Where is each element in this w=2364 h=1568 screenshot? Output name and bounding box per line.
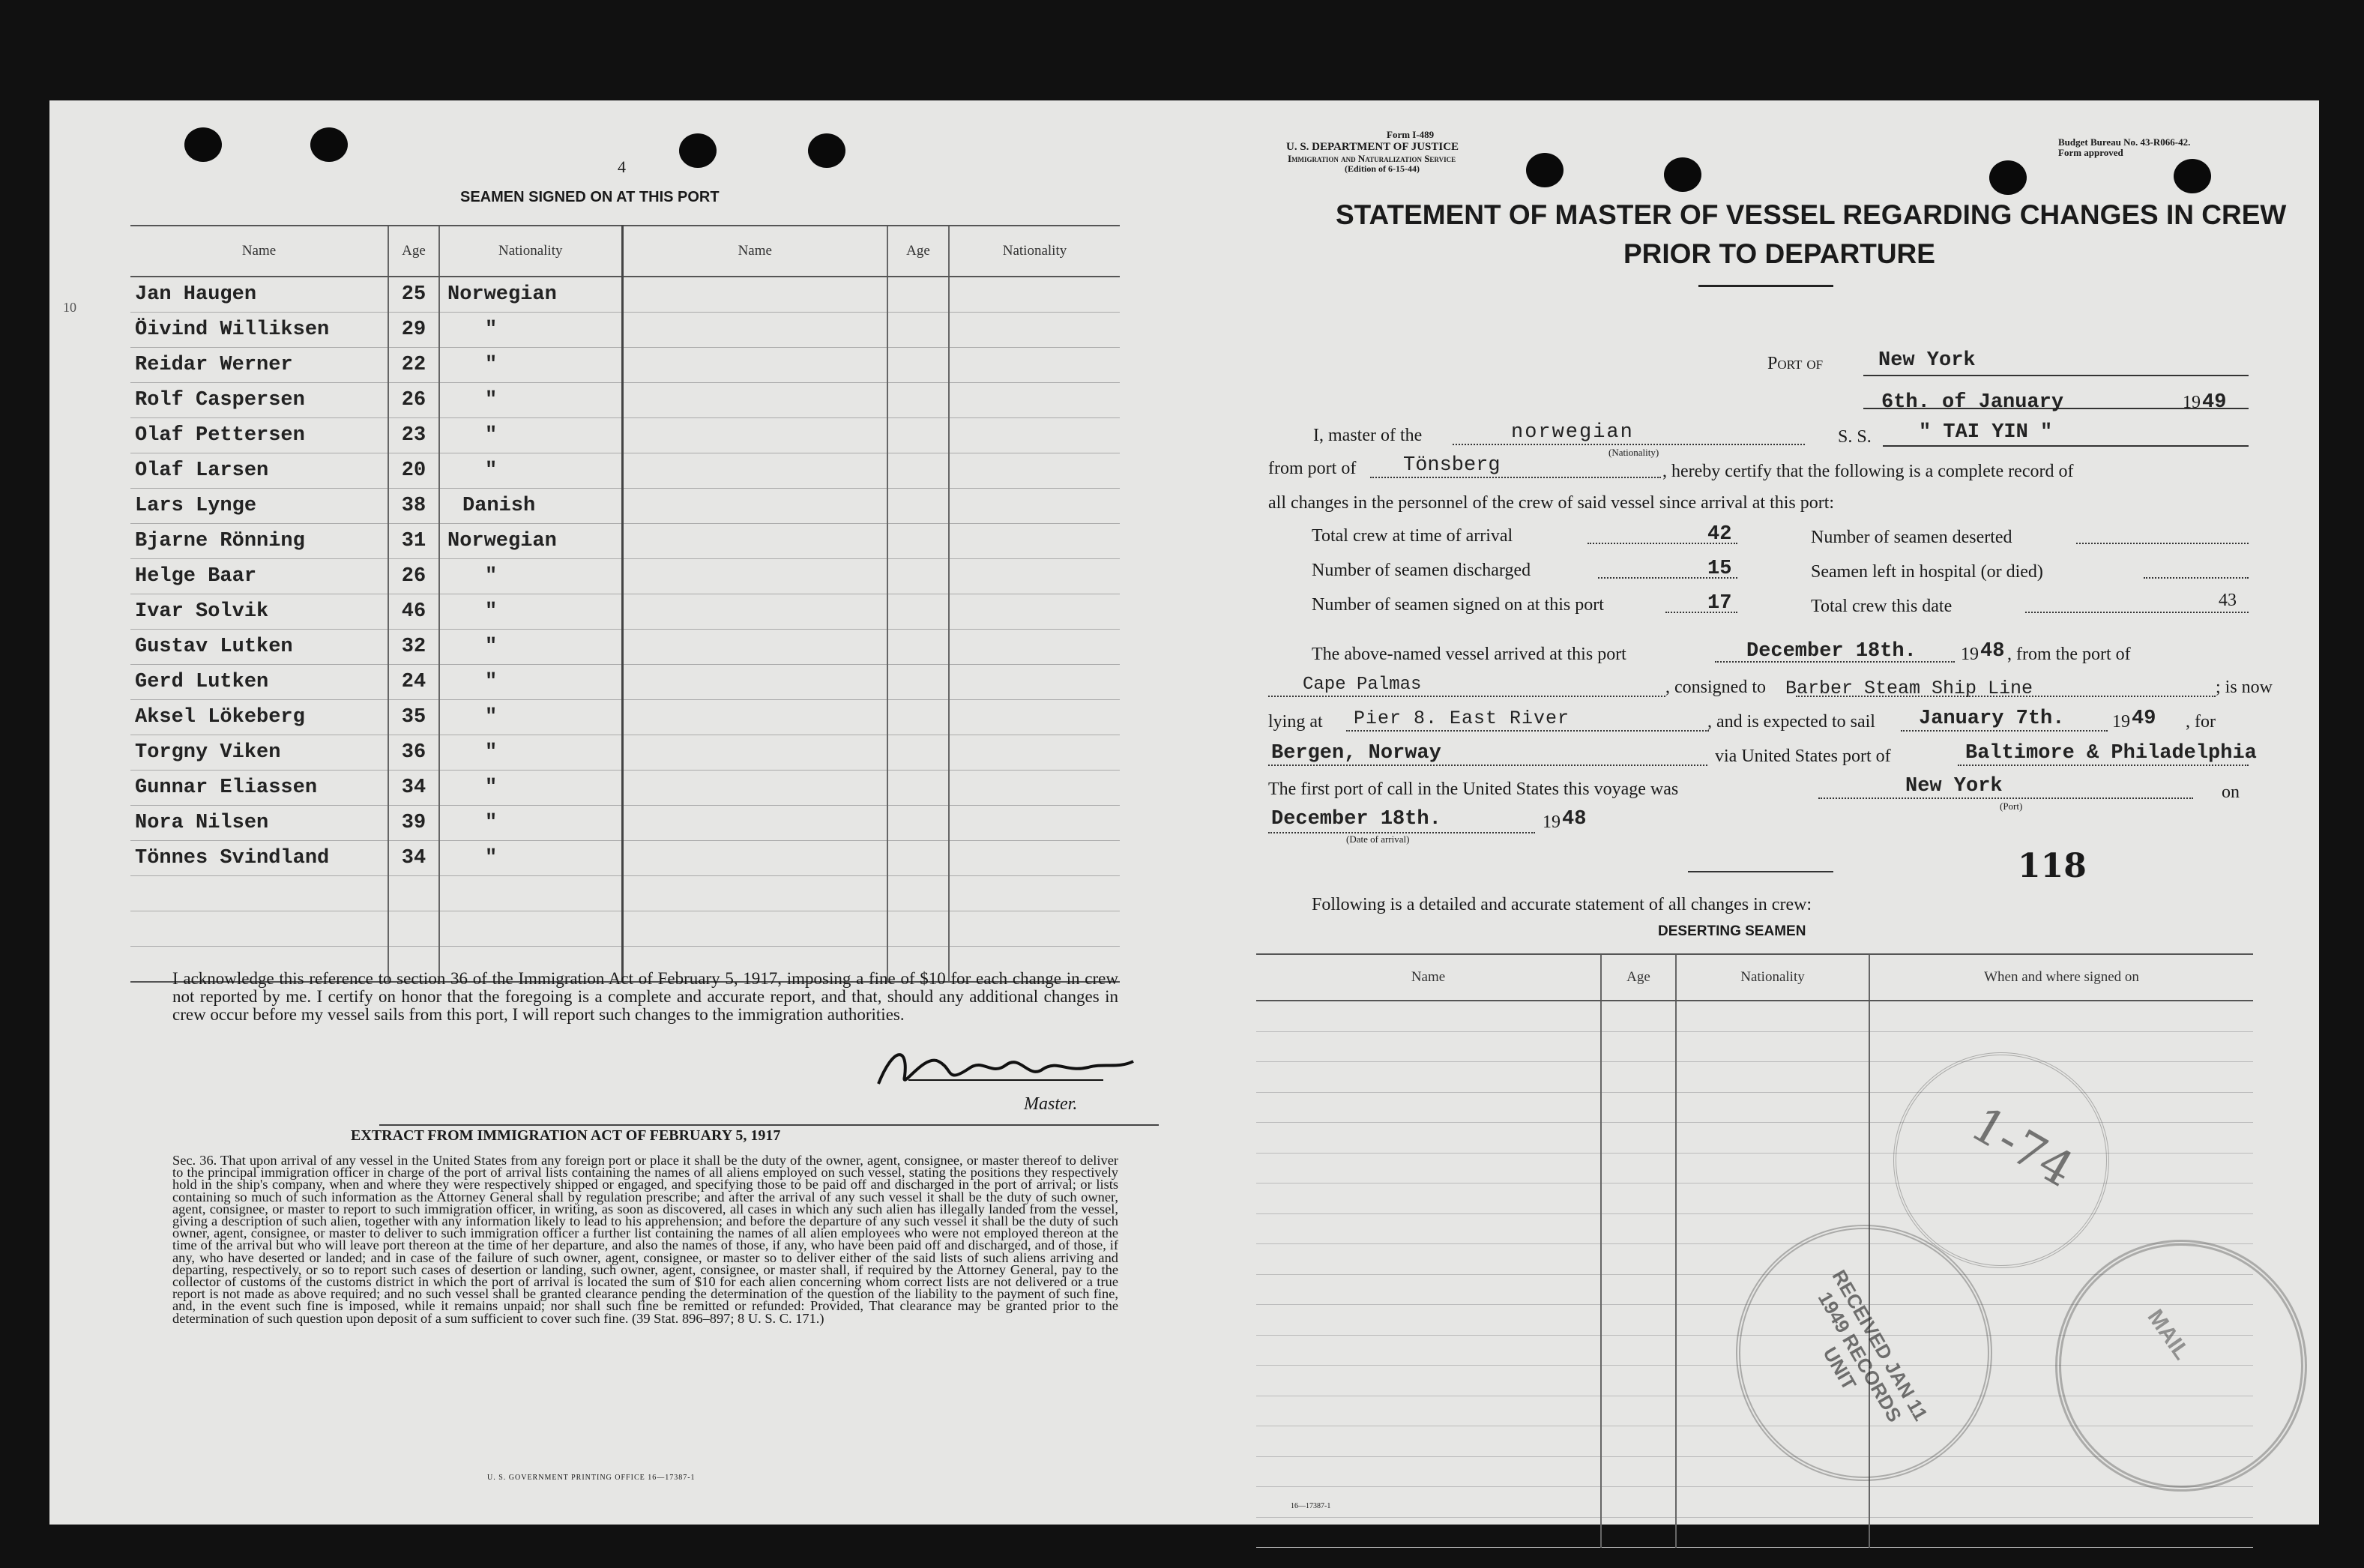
table-cell xyxy=(1676,1183,1869,1214)
first-arrival-date: December 18th. xyxy=(1271,808,1441,830)
consignee: Barber Steam Ship Line xyxy=(1785,678,2033,699)
expected-label: , and is expected to sail xyxy=(1707,712,1875,732)
crew-name: Tönnes Svindland xyxy=(130,841,388,876)
crew-age: 23 xyxy=(388,418,439,453)
crew-nationality: " xyxy=(439,841,622,876)
table-row xyxy=(130,348,1120,383)
left-page-title: SEAMEN SIGNED ON AT THIS PORT xyxy=(460,189,720,205)
from-port-label: from port of xyxy=(1268,459,1357,478)
crew-nationality: " xyxy=(439,453,622,489)
crew-age: 32 xyxy=(388,630,439,665)
punch-hole xyxy=(808,133,845,168)
table-row xyxy=(130,524,1120,559)
port-caption: (Port) xyxy=(2000,800,2023,812)
table-cell xyxy=(1601,1396,1676,1426)
column-header-nationality: Nationality xyxy=(439,226,622,277)
table-cell xyxy=(1256,1213,1601,1244)
crew-nationality: " xyxy=(439,559,622,594)
divider xyxy=(1688,871,1833,872)
arrival-date: December 18th. xyxy=(1746,640,1917,663)
table-cell xyxy=(1256,1366,1601,1396)
underline xyxy=(1883,445,2249,447)
table-cell xyxy=(1601,1123,1676,1154)
now-label: ; is now xyxy=(2216,678,2273,697)
edition: (Edition of 6-15-44) xyxy=(1345,163,1420,174)
crew-nationality: " xyxy=(439,806,622,841)
table-cell xyxy=(1601,1183,1676,1214)
table-row xyxy=(1256,1001,2253,1031)
table-cell xyxy=(1601,1487,1676,1518)
extract-text: Sec. 36. That upon arrival of any vessel in the United States from any foreign port or place it shall be the duty of the owner, agent, consignee, or master thereof to deliver to the principal immigration officer in charge of the port of arrival lists containing the names of all aliens employed on such vessel, stating the positions they respectively hold in the ship's company, when and where they were respectively shipped or engaged, and specifying those to be paid off and discharged in the port of arrival; or lists containing so much of such information as the Attorney General shall by regulation prescribe; and after the arrival of any such vessel it shall be the duty of such owner, agent, consignee, or master to report to such immigration officer, in writing, as soon as discovered, all cases in which any such alien has illegally landed from the vessel, giving a description of such alien, together with any information likely to lead to his apprehension; and before the departure of any such vessel it shall be the duty of such owner, agent, consignee, or master to deliver to such immigration officer a further list containing the names of all alien employees who were not employed thereon at the time of the arrival but who will leave port thereon at the time of her departure, and also the names of those, if any, who have been paid off and discharged, and of those, if any, who have deserted or landed; and in case of the failure of such owner, agent, consignee, or master so to deliver either of the said lists of such aliens arriving and departing, respectively, or so to report such cases of desertion or landing, such owner, agent, consignee, or master shall, if required by the Attorney General, pay to the collector of customs of the customs district in which the port of arrival is located the sum of $10 for each alien concerning whom correct lists are not delivered or a true report is not made as above required; and no such vessel shall be granted clearance pending the determination of the question of the liability to the payment of such fine, and, in the event such fine is imposed, while it remains unpaid; nor shall such fine be remitted or refunded: Provided, That clearance may be granted prior to the determination of such question upon deposit of a sum sufficient to cover such fine. (39 Stat. 896–897; 8 U. S. C. 171.) xyxy=(172,1153,1118,1326)
table-cell xyxy=(1601,1426,1676,1457)
seamen-signed-on-table xyxy=(130,225,1120,983)
table-row xyxy=(130,700,1120,735)
date-caption: (Date of arrival) xyxy=(1346,833,1410,845)
table-row xyxy=(130,876,1120,911)
discharged-value: 15 xyxy=(1707,558,1732,580)
column-header-signed-on: When and where signed on xyxy=(1869,954,2253,1001)
leader-dots xyxy=(2076,543,2249,544)
table-row xyxy=(1256,1092,2253,1123)
table-row xyxy=(130,313,1120,348)
date-year-prefix: 19 xyxy=(2183,393,2201,412)
crew-age: 25 xyxy=(388,277,439,313)
date-year-suffix: 49 xyxy=(2202,391,2227,414)
handwritten-mark: 1-74 xyxy=(1962,1097,2083,1198)
crew-nationality: Norwegian xyxy=(439,524,622,559)
table-cell xyxy=(1256,1001,1601,1031)
signed-on-value: 17 xyxy=(1707,592,1732,615)
table-row xyxy=(130,383,1120,418)
underline xyxy=(1818,797,2193,799)
table-cell xyxy=(1256,1517,1601,1548)
table-row xyxy=(130,559,1120,594)
punch-hole xyxy=(1526,153,1564,187)
certify-text: , hereby certify that the following is a complete record of xyxy=(1662,462,2074,481)
master-signature xyxy=(863,1039,1148,1099)
arrival-year-suffix: 48 xyxy=(1980,640,2005,663)
leader-dots xyxy=(2025,612,2249,613)
nationality-caption: (Nationality) xyxy=(1608,447,1659,458)
crew-name: Torgny Viken xyxy=(130,735,388,771)
table-cell xyxy=(1256,1274,1601,1305)
sail-date: January 7th. xyxy=(1919,708,2065,730)
via-ports: Baltimore & Philadelphia xyxy=(1965,742,2257,765)
received-stamp-text: RECEIVED JAN 11 1949 RECORDS UNIT xyxy=(1813,1266,1932,1426)
table-row xyxy=(130,841,1120,876)
printer-line: U. S. GOVERNMENT PRINTING OFFICE 16—17387-1 xyxy=(487,1474,696,1482)
table-cell xyxy=(1601,1305,1676,1336)
master-label: I, master of the xyxy=(1313,426,1423,445)
table-row xyxy=(1256,1213,2253,1244)
table-cell xyxy=(1601,1274,1676,1305)
signed-on-label: Number of seamen signed on at this port xyxy=(1312,595,1604,615)
crew-name: Ivar Solvik xyxy=(130,594,388,630)
total-crew-date-value: 43 xyxy=(2219,591,2237,610)
crew-age: 46 xyxy=(388,594,439,630)
form-title: STATEMENT OF MASTER OF VESSEL REGARDING CHANGES IN CREW xyxy=(1336,199,2287,230)
table-cell xyxy=(1601,1092,1676,1123)
first-arrival-year-prefix: 19 xyxy=(1543,812,1561,832)
crew-age: 34 xyxy=(388,841,439,876)
following-text: Following is a detailed and accurate statement of all changes in crew: xyxy=(1312,895,1812,914)
right-printer-line: 16—17387-1 xyxy=(1291,1502,1331,1510)
arrival-year-prefix: 19 xyxy=(1961,645,1979,664)
deserting-title: DESERTING SEAMEN xyxy=(1658,923,1806,939)
crew-name: Öivind Williksen xyxy=(130,313,388,348)
crew-age: 36 xyxy=(388,735,439,771)
table-row xyxy=(130,735,1120,771)
first-arrival-year-suffix: 48 xyxy=(1562,808,1587,830)
changes-text: all changes in the personnel of the crew of said vessel since arrival at this port: xyxy=(1268,493,1835,513)
table-row xyxy=(130,277,1120,313)
underline xyxy=(1863,375,2249,376)
file-number: 118 xyxy=(2018,847,2087,885)
table-cell xyxy=(1601,1517,1676,1548)
crew-age: 26 xyxy=(388,383,439,418)
crew-age: 31 xyxy=(388,524,439,559)
table-row xyxy=(130,418,1120,453)
on-label: on xyxy=(2222,783,2240,802)
crew-age: 35 xyxy=(388,700,439,735)
column-header-name: Name xyxy=(130,226,388,277)
table-cell xyxy=(1256,1123,1601,1154)
table-cell xyxy=(1601,1153,1676,1183)
crew-nationality: " xyxy=(439,348,622,383)
crew-name: Olaf Larsen xyxy=(130,453,388,489)
table-row xyxy=(130,630,1120,665)
crew-name: Bjarne Rönning xyxy=(130,524,388,559)
underline xyxy=(1268,696,1665,697)
crew-age: 38 xyxy=(388,489,439,524)
table-cell xyxy=(1869,1031,2253,1062)
ss-label: S. S. xyxy=(1838,427,1872,447)
table-row xyxy=(130,594,1120,630)
crew-name: Jan Haugen xyxy=(130,277,388,313)
underline xyxy=(1958,765,2249,766)
column-header-nationality: Nationality xyxy=(949,226,1120,277)
discharged-label: Number of seamen discharged xyxy=(1312,561,1531,580)
crew-age: 24 xyxy=(388,665,439,700)
table-cell xyxy=(1601,1031,1676,1062)
underline xyxy=(1370,477,1661,478)
table-cell xyxy=(1256,1153,1601,1183)
crew-age: 26 xyxy=(388,559,439,594)
page-number: 4 xyxy=(618,157,626,176)
column-header-age: Age xyxy=(388,226,439,277)
sail-year-prefix: 19 xyxy=(2112,712,2130,732)
hospital-label: Seamen left in hospital (or died) xyxy=(1811,562,2043,582)
first-port: New York xyxy=(1905,775,2003,797)
for-label: , for xyxy=(2186,712,2216,732)
crew-age: 34 xyxy=(388,771,439,806)
crew-name: Gustav Lutken xyxy=(130,630,388,665)
table-cell xyxy=(1601,1335,1676,1366)
table-cell xyxy=(1601,1366,1676,1396)
from-port-of-label: , from the port of xyxy=(2007,645,2131,664)
crew-age: 20 xyxy=(388,453,439,489)
table-header-row xyxy=(130,226,1120,277)
table-cell xyxy=(1676,1123,1869,1154)
crew-nationality: " xyxy=(439,771,622,806)
crew-nationality: " xyxy=(439,313,622,348)
table-row xyxy=(130,911,1120,947)
table-row xyxy=(130,771,1120,806)
punch-hole xyxy=(1664,157,1701,192)
table-cell xyxy=(1256,1031,1601,1062)
table-cell xyxy=(1601,1001,1676,1031)
table-cell xyxy=(1869,1517,2253,1548)
column-header-nationality: Nationality xyxy=(1676,954,1869,1001)
table-cell xyxy=(1256,1183,1601,1214)
port-label: Port of xyxy=(1767,354,1824,373)
table-cell xyxy=(1601,1062,1676,1093)
crew-nationality: " xyxy=(439,418,622,453)
acknowledgement-text: I acknowledge this reference to section 36 of the Immigration Act of February 5, 1917, imposing a fine of $10 for each change in crew not reported by me. I certify on honor that the foregoing is a complete and accurate report, and that, should any additional changes in crew occur before my vessel sails from this port, I will report such changes to the immigration authorities. xyxy=(172,969,1118,1024)
crew-name: Gerd Lutken xyxy=(130,665,388,700)
table-row xyxy=(130,806,1120,841)
total-crew-date-label: Total crew this date xyxy=(1811,597,1953,616)
crew-name: Helge Baar xyxy=(130,559,388,594)
table-cell xyxy=(1869,1487,2253,1518)
destination: Bergen, Norway xyxy=(1271,742,1441,765)
table-row xyxy=(130,453,1120,489)
table-row xyxy=(130,489,1120,524)
table-cell xyxy=(1676,1153,1869,1183)
crew-name: Rolf Caspersen xyxy=(130,383,388,418)
table-header-row xyxy=(1256,954,2253,1001)
consigned-label: , consigned to xyxy=(1665,678,1766,697)
berth: Pier 8. East River xyxy=(1354,708,1570,729)
date-day-month: 6th. of January xyxy=(1881,391,2064,414)
crew-name: Reidar Werner xyxy=(130,348,388,383)
crew-nationality: " xyxy=(439,630,622,665)
margin-mark: 10 xyxy=(63,300,76,315)
underline xyxy=(1453,444,1805,445)
origin-port: Cape Palmas xyxy=(1303,675,1422,695)
table-row xyxy=(130,665,1120,700)
lying-label: lying at xyxy=(1268,712,1323,732)
underline xyxy=(2178,408,2249,409)
underline xyxy=(1268,765,1707,766)
mail-stamp-text: MAIL xyxy=(2142,1305,2195,1365)
crew-age: 39 xyxy=(388,806,439,841)
column-header-name: Name xyxy=(1256,954,1601,1001)
table-row xyxy=(1256,1487,2253,1518)
deserted-label: Number of seamen deserted xyxy=(1811,528,2012,547)
vessel-name: " TAI YIN " xyxy=(1919,421,2053,444)
mail-stamp xyxy=(2055,1240,2307,1492)
divider xyxy=(379,1124,1159,1126)
table-cell xyxy=(1676,1517,1869,1548)
crew-name: Lars Lynge xyxy=(130,489,388,524)
table-cell xyxy=(1676,1062,1869,1093)
table-cell xyxy=(1676,1001,1869,1031)
punch-hole xyxy=(679,133,717,168)
underline xyxy=(1901,730,2108,732)
signature-label: Master. xyxy=(1024,1094,1078,1114)
crew-nationality: Danish xyxy=(439,489,622,524)
form-title-2: PRIOR TO DEPARTURE xyxy=(1623,238,1935,269)
crew-nationality: " xyxy=(439,594,622,630)
table-cell xyxy=(1601,1456,1676,1487)
service: Immigration and Naturalization Service xyxy=(1288,153,1456,164)
sail-year-suffix: 49 xyxy=(2132,708,2156,730)
leader-dots xyxy=(2144,577,2249,579)
crew-nationality: " xyxy=(439,383,622,418)
nationality-value: norwegian xyxy=(1511,421,1634,444)
table-cell xyxy=(1256,1092,1601,1123)
table-cell xyxy=(1601,1244,1676,1275)
crew-name: Olaf Pettersen xyxy=(130,418,388,453)
underline xyxy=(1346,730,1709,732)
table-cell xyxy=(1256,1426,1601,1457)
port-value: New York xyxy=(1878,349,1976,372)
table-cell xyxy=(1676,1487,1869,1518)
form-number: Form I-489 xyxy=(1387,129,1435,140)
crew-nationality: Norwegian xyxy=(439,277,622,313)
arrived-text: The above-named vessel arrived at this port xyxy=(1312,645,1626,664)
table-row xyxy=(1256,1062,2253,1093)
crew-nationality: " xyxy=(439,735,622,771)
table-cell xyxy=(1869,1001,2253,1031)
department: U. S. DEPARTMENT OF JUSTICE xyxy=(1286,141,1459,153)
total-crew-arrival-label: Total crew at time of arrival xyxy=(1312,526,1513,546)
form-approved: Form approved xyxy=(2058,147,2123,158)
via-label: via United States port of xyxy=(1715,747,1891,766)
crew-name: Nora Nilsen xyxy=(130,806,388,841)
table-cell xyxy=(1601,1213,1676,1244)
table-cell xyxy=(1256,1244,1601,1275)
first-port-label: The first port of call in the United States this voyage was xyxy=(1268,780,1679,799)
punch-hole xyxy=(2174,159,2211,193)
title-underline xyxy=(1698,285,1833,287)
punch-hole xyxy=(184,127,222,162)
extract-title: EXTRACT FROM IMMIGRATION ACT OF FEBRUARY 5, 1917 xyxy=(351,1127,781,1144)
document-sheet xyxy=(49,100,2319,1525)
punch-hole xyxy=(310,127,348,162)
table-cell xyxy=(1256,1305,1601,1336)
table-cell xyxy=(1256,1062,1601,1093)
table-cell xyxy=(1676,1031,1869,1062)
crew-nationality: " xyxy=(439,665,622,700)
column-header-name: Name xyxy=(622,226,887,277)
table-row xyxy=(1256,1517,2253,1548)
crew-name: Gunnar Eliassen xyxy=(130,771,388,806)
column-header-age: Age xyxy=(1601,954,1676,1001)
punch-hole xyxy=(1989,160,2027,195)
budget-bureau: Budget Bureau No. 43-R066-42. xyxy=(2058,136,2191,148)
total-crew-arrival-value: 42 xyxy=(1707,523,1732,546)
crew-nationality: " xyxy=(439,700,622,735)
table-cell xyxy=(1676,1092,1869,1123)
table-row xyxy=(1256,1031,2253,1062)
table-cell xyxy=(1256,1456,1601,1487)
crew-age: 22 xyxy=(388,348,439,383)
table-cell xyxy=(1256,1335,1601,1366)
crew-name: Aksel Lökeberg xyxy=(130,700,388,735)
from-port-value: Tönsberg xyxy=(1403,454,1501,477)
column-header-age: Age xyxy=(887,226,949,277)
crew-age: 29 xyxy=(388,313,439,348)
table-cell xyxy=(1256,1396,1601,1426)
